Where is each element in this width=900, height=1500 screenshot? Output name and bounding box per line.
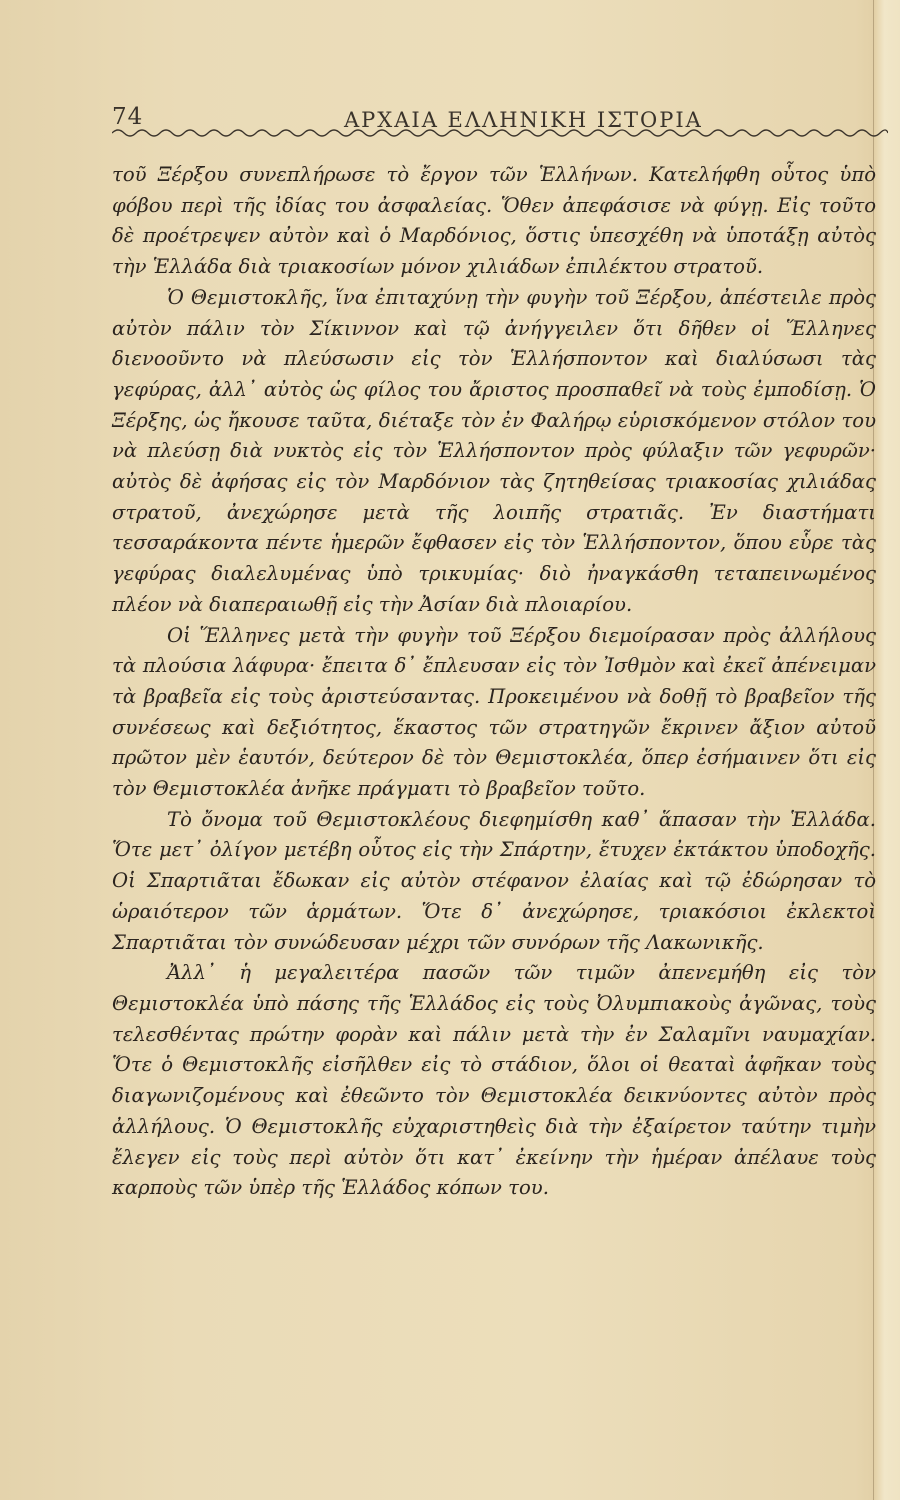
- paragraph-1: τοῦ Ξέρξου συνεπλήρωσε τὸ ἔργον τῶν Ἑλλήνων. Κατελήφθη οὗτος ὑπὸ φόβου περὶ τῆς ἰδίας του ἀσφαλείας. Ὅθεν ἀπεφάσισε νὰ φύγῃ. Εἰς τοῦτο δὲ προέτρεψεν αὐτὸν καὶ ὁ Μαρδόνιος, ὅστις ὑπεσχέθη νὰ ὑποτάξῃ αὐτὸς τὴν Ἑλλάδα διὰ τριακοσίων μόνον χιλιάδων ἐπιλέκτου στρατοῦ.: [112, 163, 876, 279]
- page-number: 74: [112, 104, 144, 130]
- wavy-header-rule: [112, 126, 888, 140]
- facing-page-edge: [873, 0, 900, 1500]
- body-text: [112, 160, 876, 1204]
- paragraph-3: Οἱ Ἕλληνες μετὰ τὴν φυγὴν τοῦ Ξέρξου διεμοίρασαν πρὸς ἀλλήλους τὰ πλούσια λάφυρα· ἔπειτα δ᾽ ἔπλευσαν εἰς τὸν Ἰσθμὸν καὶ ἐκεῖ ἀπένειμαν τὰ βραβεῖα εἰς τοὺς ἀριστεύσαντας. Προκειμένου νὰ δοθῇ τὸ βραβεῖον τῆς συνέσεως καὶ δεξιότητος, ἕκαστος τῶν στρατηγῶν ἔκρινεν ἄξιον αὐτοῦ πρῶτον μὲν ἑαυτόν, δεύτερον δὲ τὸν Θεμιστοκλέα, ὅπερ ἐσήμαινεν ὅτι εἰς τὸν Θεμιστοκλέα ἀνῆκε πράγματι τὸ βραβεῖον τοῦτο.: [112, 623, 876, 801]
- paragraph-5: Ἀλλ᾽ ἡ μεγαλειτέρα πασῶν τῶν τιμῶν ἀπενεμήθη εἰς τὸν Θεμιστοκλέα ὑπὸ πάσης τῆς Ἑλλάδος εἰς τοὺς Ὀλυμπιακοὺς ἀγῶνας, τοὺς τελεσθέντας πρώτην φορὰν καὶ πάλιν μετὰ τὴν ἐν Σαλαμῖνι ναυμαχίαν. Ὅτε ὁ Θεμιστοκλῆς εἰσῆλθεν εἰς τὸ στάδιον, ὅλοι οἱ θεαταὶ ἀφῆκαν τοὺς διαγωνιζομένους καὶ ἐθεῶντο τὸν Θεμιστοκλέα δεικνύοντες αὐτὸν πρὸς ἀλλήλους. Ὁ Θεμιστοκλῆς εὐχαριστηθεὶς διὰ τὴν ἐξαίρετον ταύτην τιμὴν ἔλεγεν εἰς τοὺς περὶ αὐτὸν ὅτι κατ᾽ ἐκείνην τὴν ἡμέραν ἀπέλαυε τοὺς καρποὺς τῶν ὑπὲρ τῆς Ἑλλάδος κόπων του.: [112, 961, 876, 1200]
- paragraph-2: Ὁ Θεμιστοκλῆς, ἵνα ἐπιταχύνῃ τὴν φυγὴν τοῦ Ξέρξου, ἀπέστειλε πρὸς αὐτὸν πάλιν τὸν Σίκιννον καὶ τῷ ἀνήγγειλεν ὅτι δῆθεν οἱ Ἕλληνες διενοοῦντο νὰ πλεύσωσιν εἰς τὸν Ἑλλήσποντον καὶ διαλύσωσι τὰς γεφύρας, ἀλλ᾽ αὐτὸς ὡς φίλος του ἄριστος προσπαθεῖ νὰ τοὺς ἐμποδίσῃ. Ὁ Ξέρξης, ὡς ἤκουσε ταῦτα, διέταξε τὸν ἐν Φαλήρῳ εὑρισκόμενον στόλον του νὰ πλεύσῃ διὰ νυκτὸς εἰς τὸν Ἑλλήσποντον πρὸς φύλαξιν τῶν γεφυρῶν· αὐτὸς δὲ ἀφήσας εἰς τὸν Μαρδόνιον τὰς ζητηθείσας τριακοσίας χιλιάδας στρατοῦ, ἀνεχώρησε μετὰ τῆς λοιπῆς στρατιᾶς. Ἐν διαστήματι τεσσαράκοντα πέντε ἡμερῶν ἔφθασεν εἰς τὸν Ἑλλήσποντον, ὅπου εὗρε τὰς γεφύρας διαλελυμένας ὑπὸ τρικυμίας· διὸ ἠναγκάσθη τεταπεινωμένος πλέον νὰ διαπεραιωθῇ εἰς τὴν Ἀσίαν διὰ πλοιαρίου.: [112, 285, 876, 616]
- paragraph-4: Τὸ ὄνομα τοῦ Θεμιστοκλέους διεφημίσθη καθ᾽ ἅπασαν τὴν Ἑλλάδα. Ὅτε μετ᾽ ὀλίγον μετέβη οὗτος εἰς τὴν Σπάρτην, ἔτυχεν ἐκτάκτου ὑποδοχῆς. Οἱ Σπαρτιᾶται ἔδωκαν εἰς αὐτὸν στέφανον ἐλαίας καὶ τῷ ἐδώρησαν τὸ ὡραιότερον τῶν ἁρμάτων. Ὅτε δ᾽ ἀνεχώρησε, τριακόσιοι ἐκλεκτοὶ Σπαρτιᾶται τὸν συνώδευσαν μέχρι τῶν συνόρων τῆς Λακωνικῆς.: [112, 807, 876, 954]
- running-title: ΑΡΧΑΙΑ ΕΛΛΗΝΙΚΗ ΙΣΤΟΡΙΑ: [344, 108, 703, 132]
